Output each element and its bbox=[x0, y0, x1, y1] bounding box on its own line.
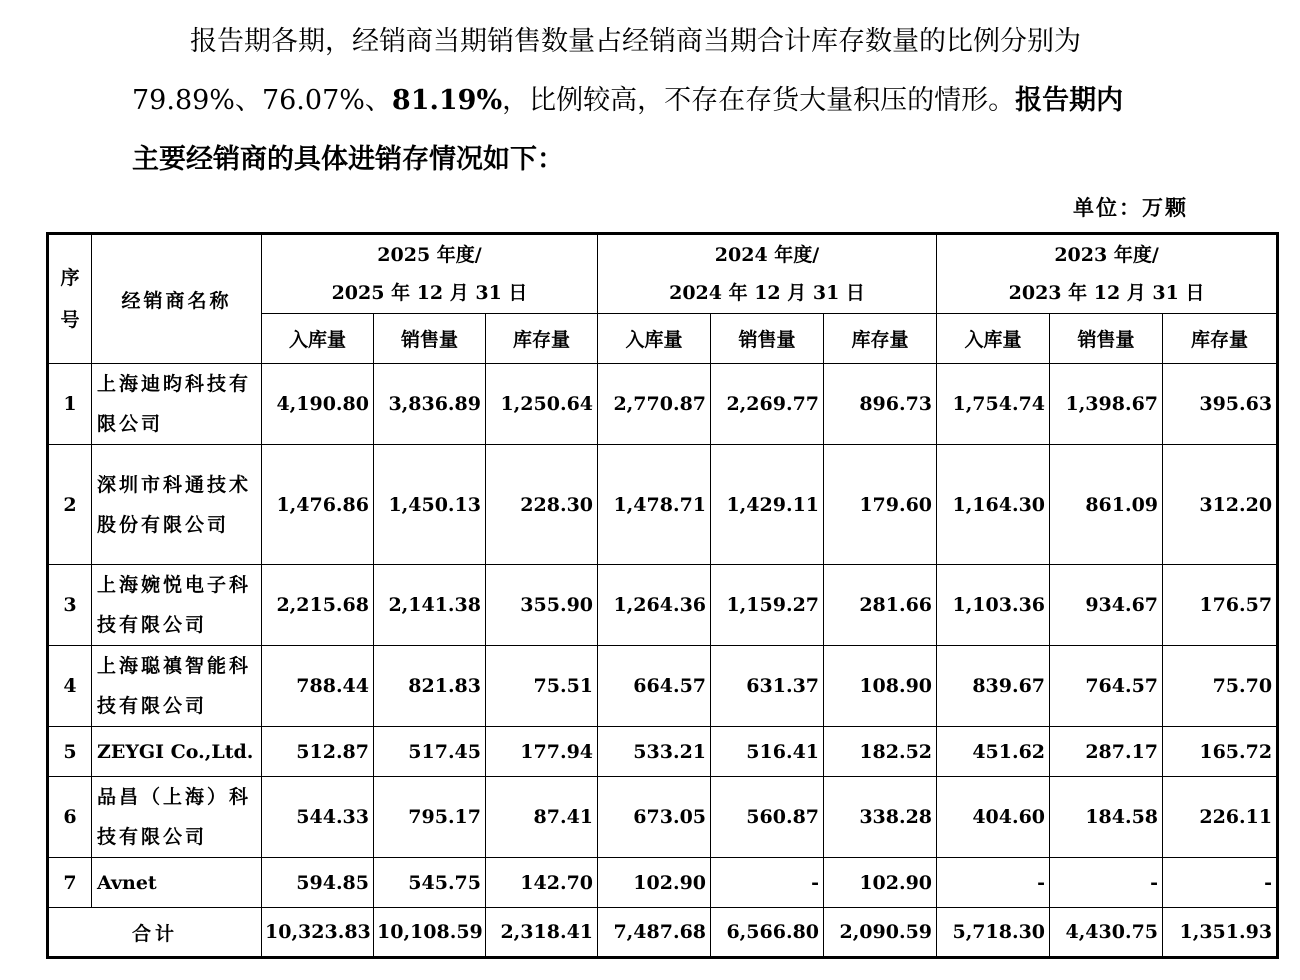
paragraph-line-1: 报告期各期，经销商当期销售数量占经销商当期合计库存数量的比例分别为 bbox=[190, 26, 1081, 57]
total-value-cell: 5,718.30 bbox=[937, 908, 1050, 958]
row-index: 3 bbox=[48, 565, 92, 646]
value-cell: 1,476.86 bbox=[262, 445, 374, 565]
value-cell: 184.58 bbox=[1050, 777, 1163, 858]
period-2025-line2: 2025 年 12 月 31 日 bbox=[331, 282, 528, 304]
row-index: 5 bbox=[48, 727, 92, 777]
distributor-name: ZEYGI Co.,Ltd. bbox=[92, 727, 262, 777]
unit-label: 单位：万颗 bbox=[1073, 195, 1188, 220]
value-cell: 795.17 bbox=[374, 777, 486, 858]
total-value-cell: 7,487.68 bbox=[598, 908, 711, 958]
value-cell: 1,429.11 bbox=[711, 445, 824, 565]
value-cell: 533.21 bbox=[598, 727, 711, 777]
value-cell: 1,250.64 bbox=[486, 364, 598, 445]
row-index: 4 bbox=[48, 646, 92, 727]
table-row bbox=[48, 727, 1278, 777]
period-2023-line2: 2023 年 12 月 31 日 bbox=[1008, 282, 1205, 304]
period-2024-line1: 2024 年度/ bbox=[714, 244, 820, 266]
value-cell: - bbox=[937, 858, 1050, 908]
value-cell: 839.67 bbox=[937, 646, 1050, 727]
value-cell: 4,190.80 bbox=[262, 364, 374, 445]
value-cell: 3,836.89 bbox=[374, 364, 486, 445]
header-period-2024 bbox=[598, 234, 937, 314]
value-cell: 281.66 bbox=[824, 565, 937, 646]
total-value-cell: 2,318.41 bbox=[486, 908, 598, 958]
value-cell: 404.60 bbox=[937, 777, 1050, 858]
total-value-cell: 4,430.75 bbox=[1050, 908, 1163, 958]
value-cell: 2,141.38 bbox=[374, 565, 486, 646]
ratio-highlight: 81.19% bbox=[391, 85, 503, 116]
row-index: 2 bbox=[48, 445, 92, 565]
value-cell: 179.60 bbox=[824, 445, 937, 565]
value-cell: 338.28 bbox=[824, 777, 937, 858]
value-cell: 176.57 bbox=[1163, 565, 1278, 646]
header-distributor-name: 经销商名称 bbox=[92, 234, 262, 364]
distributor-name: 上海婉悦电子科技有限公司 bbox=[92, 565, 262, 646]
value-cell: 2,770.87 bbox=[598, 364, 711, 445]
header-inbound: 入库量 bbox=[262, 314, 374, 364]
paragraph-line-3: 主要经销商的具体进销存情况如下： bbox=[132, 144, 564, 175]
value-cell: 395.63 bbox=[1163, 364, 1278, 445]
header-period-2023 bbox=[937, 234, 1278, 314]
value-cell: 75.70 bbox=[1163, 646, 1278, 727]
value-cell: 287.17 bbox=[1050, 727, 1163, 777]
value-cell: 861.09 bbox=[1050, 445, 1163, 565]
value-cell: 1,754.74 bbox=[937, 364, 1050, 445]
value-cell: 934.67 bbox=[1050, 565, 1163, 646]
value-cell: 673.05 bbox=[598, 777, 711, 858]
report-period-lead: 报告期内 bbox=[1015, 85, 1124, 116]
header-inbound: 入库量 bbox=[598, 314, 711, 364]
value-cell: 102.90 bbox=[824, 858, 937, 908]
header-inbound: 入库量 bbox=[937, 314, 1050, 364]
period-2023-line1: 2023 年度/ bbox=[1054, 244, 1159, 266]
value-cell: 1,478.71 bbox=[598, 445, 711, 565]
value-cell: 87.41 bbox=[486, 777, 598, 858]
total-value-cell: 10,323.83 bbox=[262, 908, 374, 958]
value-cell: 355.90 bbox=[486, 565, 598, 646]
value-cell: 631.37 bbox=[711, 646, 824, 727]
value-cell: - bbox=[711, 858, 824, 908]
value-cell: 165.72 bbox=[1163, 727, 1278, 777]
total-label: 合计 bbox=[48, 908, 262, 958]
header-period-2025 bbox=[262, 234, 598, 314]
value-cell: 1,159.27 bbox=[711, 565, 824, 646]
distributor-name: 上海迪昀科技有限公司 bbox=[92, 364, 262, 445]
value-cell: 512.87 bbox=[262, 727, 374, 777]
distributor-name: 深圳市科通技术股份有限公司 bbox=[92, 445, 262, 565]
value-cell: 545.75 bbox=[374, 858, 486, 908]
distributor-name: Avnet bbox=[92, 858, 262, 908]
value-cell: 177.94 bbox=[486, 727, 598, 777]
total-value-cell: 6,566.80 bbox=[711, 908, 824, 958]
value-cell: 517.45 bbox=[374, 727, 486, 777]
table-row bbox=[48, 777, 1278, 858]
value-cell: 788.44 bbox=[262, 646, 374, 727]
row-index: 7 bbox=[48, 858, 92, 908]
total-value-cell: 10,108.59 bbox=[374, 908, 486, 958]
row-index: 1 bbox=[48, 364, 92, 445]
value-cell: - bbox=[1163, 858, 1278, 908]
total-value-cell: 1,351.93 bbox=[1163, 908, 1278, 958]
value-cell: 560.87 bbox=[711, 777, 824, 858]
value-cell: 1,103.36 bbox=[937, 565, 1050, 646]
value-cell: 108.90 bbox=[824, 646, 937, 727]
value-cell: 182.52 bbox=[824, 727, 937, 777]
table-row bbox=[48, 364, 1278, 445]
row-index: 6 bbox=[48, 777, 92, 858]
value-cell: 1,164.30 bbox=[937, 445, 1050, 565]
paragraph-line-2 bbox=[132, 71, 1192, 130]
header-index bbox=[48, 234, 92, 364]
value-cell: 228.30 bbox=[486, 445, 598, 565]
value-cell: 1,450.13 bbox=[374, 445, 486, 565]
value-cell: 1,398.67 bbox=[1050, 364, 1163, 445]
table-body bbox=[48, 364, 1278, 958]
value-cell: 226.11 bbox=[1163, 777, 1278, 858]
distributor-name: 上海聪禛智能科技有限公司 bbox=[92, 646, 262, 727]
distributor-inventory-table bbox=[46, 232, 1279, 959]
value-cell: 2,269.77 bbox=[711, 364, 824, 445]
value-cell: 664.57 bbox=[598, 646, 711, 727]
table-row bbox=[48, 445, 1278, 565]
value-cell: 764.57 bbox=[1050, 646, 1163, 727]
intro-paragraph bbox=[132, 12, 1192, 189]
value-cell: 142.70 bbox=[486, 858, 598, 908]
value-cell: 544.33 bbox=[262, 777, 374, 858]
ratio-text: 79.89%、76.07%、 bbox=[132, 85, 392, 116]
ratio-conclusion: ，比例较高，不存在存货大量积压的情形。 bbox=[502, 85, 1016, 116]
value-cell: 312.20 bbox=[1163, 445, 1278, 565]
value-cell: 516.41 bbox=[711, 727, 824, 777]
header-sales: 销售量 bbox=[374, 314, 486, 364]
header-stock: 库存量 bbox=[824, 314, 937, 364]
total-row bbox=[48, 908, 1278, 958]
value-cell: 594.85 bbox=[262, 858, 374, 908]
total-value-cell: 2,090.59 bbox=[824, 908, 937, 958]
value-cell: 102.90 bbox=[598, 858, 711, 908]
header-index-text: 序号 bbox=[60, 267, 80, 331]
header-stock: 库存量 bbox=[1163, 314, 1278, 364]
value-cell: 896.73 bbox=[824, 364, 937, 445]
table-row bbox=[48, 646, 1278, 727]
table-row bbox=[48, 565, 1278, 646]
value-cell: 75.51 bbox=[486, 646, 598, 727]
header-stock: 库存量 bbox=[486, 314, 598, 364]
value-cell: - bbox=[1050, 858, 1163, 908]
value-cell: 821.83 bbox=[374, 646, 486, 727]
value-cell: 451.62 bbox=[937, 727, 1050, 777]
period-2024-line2: 2024 年 12 月 31 日 bbox=[669, 282, 865, 304]
table-row bbox=[48, 858, 1278, 908]
distributor-name: 品昌（上海）科技有限公司 bbox=[92, 777, 262, 858]
period-2025-line1: 2025 年度/ bbox=[377, 244, 482, 266]
value-cell: 1,264.36 bbox=[598, 565, 711, 646]
header-sales: 销售量 bbox=[1050, 314, 1163, 364]
header-sales: 销售量 bbox=[711, 314, 824, 364]
value-cell: 2,215.68 bbox=[262, 565, 374, 646]
